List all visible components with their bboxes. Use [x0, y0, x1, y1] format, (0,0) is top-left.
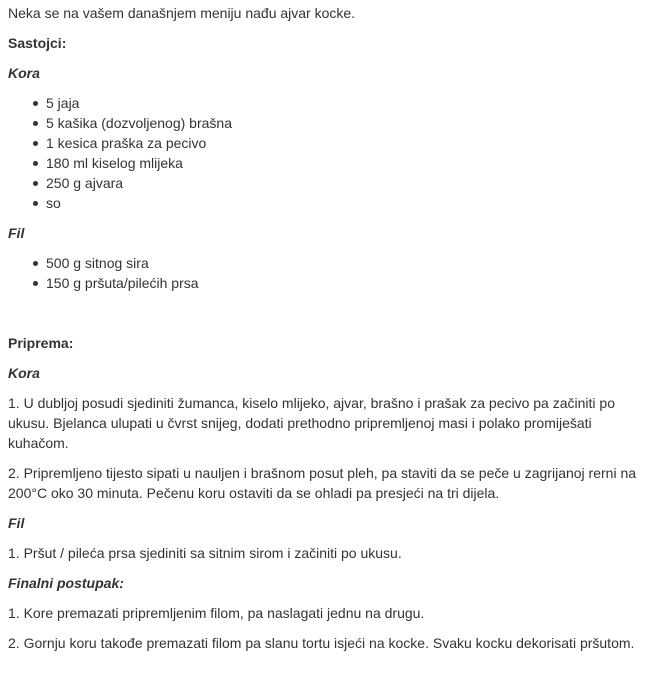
- bullet-icon: [33, 101, 38, 106]
- ingredients-kora-heading: Kora: [8, 65, 40, 81]
- list-item: [46, 113, 652, 133]
- preparation-fil-heading: Fil: [8, 515, 25, 531]
- list-item-text: so: [46, 195, 61, 211]
- kora-ingredients-list: [8, 93, 652, 213]
- list-item: [46, 273, 652, 293]
- bullet-icon: [33, 121, 38, 126]
- preparation-heading: Priprema:: [8, 335, 74, 351]
- list-item: [46, 93, 652, 113]
- bullet-icon: [33, 261, 38, 266]
- list-item: [46, 173, 652, 193]
- section-spacer: [8, 303, 652, 333]
- bullet-icon: [33, 161, 38, 166]
- list-item: [46, 133, 652, 153]
- list-item-text: 5 jaja: [46, 95, 80, 111]
- bullet-icon: [33, 181, 38, 186]
- list-item-text: 150 g pršuta/pilećih prsa: [46, 275, 199, 291]
- list-item-text: 180 ml kiselog mlijeka: [46, 155, 183, 171]
- preparation-fil-step-1: 1. Pršut / pileća prsa sjediniti sa sitnim sirom i začiniti po ukusu.: [8, 545, 402, 561]
- list-item-text: 5 kašika (dozvoljenog) brašna: [46, 115, 232, 131]
- preparation-kora-heading: Kora: [8, 365, 40, 381]
- list-item: [46, 153, 652, 173]
- list-item: [46, 253, 652, 273]
- ingredients-heading: Sastojci:: [8, 35, 67, 51]
- final-procedure-heading: Finalni postupak:: [8, 575, 124, 591]
- list-item-text: 1 kesica praška za pecivo: [46, 135, 207, 151]
- bullet-icon: [33, 281, 38, 286]
- list-item: [46, 193, 652, 213]
- final-step-2: 2. Gornju koru takođe premazati filom pa slanu tortu isjeći na kocke. Svaku kocku dekorisati pršutom.: [8, 635, 635, 651]
- preparation-kora-step-1: 1. U dubljoj posudi sjediniti žumanca, kiselo mlijeko, ajvar, brašno i prašak za pecivo pa začiniti po ukusu. Bjelanca ulupati u čvrst snijeg, dodati prethodno pripremljenoj masi i polako promiješati kuhačom.: [8, 395, 615, 451]
- bullet-icon: [33, 201, 38, 206]
- list-item-text: 500 g sitnog sira: [46, 255, 149, 271]
- final-step-1: 1. Kore premazati pripremljenim filom, pa naslagati jednu na drugu.: [8, 605, 425, 621]
- intro-text: Neka se na vašem današnjem meniju nađu ajvar kocke.: [8, 5, 356, 21]
- ingredients-fil-heading: Fil: [8, 225, 25, 241]
- preparation-kora-step-2: 2. Pripremljeno tijesto sipati u nauljen i brašnom posut pleh, pa staviti da se peče u zagrijanoj rerni na 200°C oko 30 minuta. Pečenu koru ostaviti da se ohladi pa presjeći na tri dijela.: [8, 465, 637, 501]
- bullet-icon: [33, 141, 38, 146]
- list-item-text: 250 g ajvara: [46, 175, 124, 191]
- fil-ingredients-list: [8, 253, 652, 293]
